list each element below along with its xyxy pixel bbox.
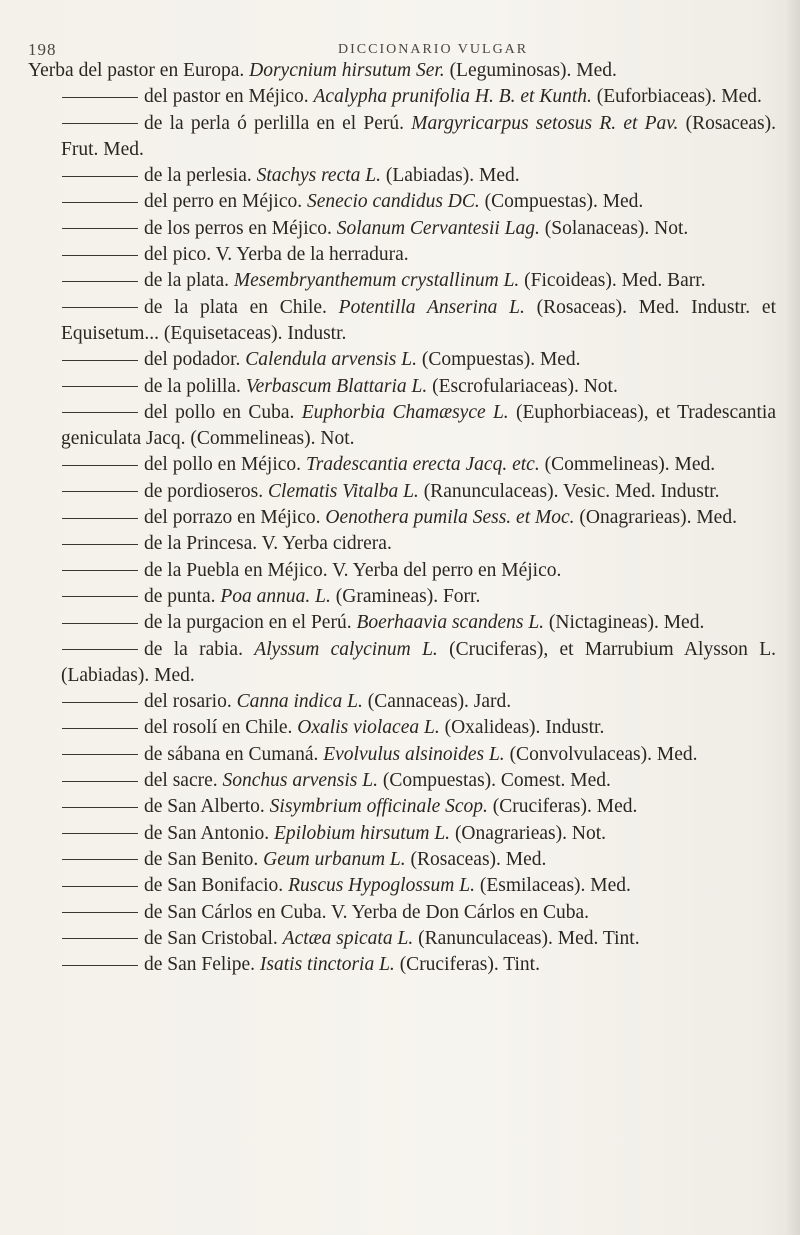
entry-species: Epilobium hirsutum L. bbox=[274, 822, 451, 844]
entry-rest: (Compuestas). Med. bbox=[421, 349, 581, 371]
entry-species: Oxalis violacea L. bbox=[297, 717, 440, 739]
repeat-dash bbox=[62, 702, 138, 704]
repeat-dash bbox=[62, 228, 138, 230]
repeat-dash bbox=[62, 491, 138, 493]
entry-species: Geum urbanum L. bbox=[263, 848, 406, 870]
entry-species: Acalypha prunifolia H. B. et Kunth. bbox=[313, 86, 592, 108]
entry-species: Margyricarpus setosus R. et Pav. bbox=[411, 112, 679, 134]
entry bbox=[28, 689, 776, 715]
entry-rest: (Rosaceas). Med. bbox=[410, 848, 547, 870]
repeat-dash bbox=[62, 938, 138, 940]
entry-species: Oenothera pumila Sess. et Moc. bbox=[325, 507, 575, 529]
entry bbox=[28, 531, 776, 557]
entry bbox=[28, 926, 776, 952]
entry-rest: (Convolvulaceas). Med. bbox=[509, 743, 698, 765]
entry-text: de la purgacion en el Perú. bbox=[144, 612, 352, 634]
entry-text: del pico. V. Yerba de la herradura. bbox=[144, 244, 409, 266]
entry-species: Verbascum Blattaria L. bbox=[245, 375, 428, 397]
entry-text: del pollo en Cuba. bbox=[144, 401, 295, 423]
entry-species: Evolvulus alsinoides L. bbox=[323, 743, 505, 765]
entry-text: de la Princesa. V. Yerba cidrera. bbox=[144, 533, 392, 555]
repeat-dash bbox=[62, 255, 138, 257]
entry-rest: (Cannaceas). Jard. bbox=[367, 691, 512, 713]
entry-text: de los perros en Méjico. bbox=[144, 217, 332, 239]
entry bbox=[28, 58, 776, 84]
entry-rest: (Esmilaceas). Med. bbox=[479, 875, 631, 897]
entry-text: de San Benito. bbox=[144, 848, 259, 870]
entry bbox=[28, 400, 776, 453]
repeat-dash bbox=[62, 596, 138, 598]
entry-text: del rosolí en Chile. bbox=[144, 717, 293, 739]
entry-text: de la Puebla en Méjico. V. Yerba del perro en Méjico. bbox=[144, 559, 562, 581]
entry bbox=[28, 242, 776, 268]
repeat-dash bbox=[62, 965, 138, 967]
entry-species: Isatis tinctoria L. bbox=[259, 954, 395, 976]
entry-head: Yerba bbox=[28, 60, 74, 81]
entry-species: Sonchus arvensis L. bbox=[222, 770, 378, 792]
repeat-dash bbox=[62, 518, 138, 520]
entry bbox=[28, 558, 776, 584]
entry bbox=[28, 715, 776, 741]
entry-text: de la rabia. bbox=[144, 638, 243, 660]
repeat-dash bbox=[62, 202, 138, 204]
entry-rest: (Ficoideas). Med. Barr. bbox=[524, 270, 706, 292]
entry-rest: (Compuestas). Med. bbox=[484, 191, 644, 213]
entry bbox=[28, 900, 776, 926]
entry-text: de San Cárlos en Cuba. V. Yerba de Don Cárlos en Cuba. bbox=[144, 901, 590, 923]
entry-rest: (Ranunculaceas). Vesic. Med. Industr. bbox=[423, 480, 720, 502]
entry-rest: (Rosaceas). Frut. Med. bbox=[61, 112, 777, 160]
entry-text: del sacre. bbox=[144, 770, 218, 792]
entry-rest: (Onagrarieas). Not. bbox=[454, 822, 606, 844]
entry bbox=[28, 847, 776, 873]
entry bbox=[28, 216, 776, 242]
entry-species: Actæa spicata L. bbox=[282, 927, 414, 949]
entry-text: del podador. bbox=[144, 349, 241, 371]
entry bbox=[28, 163, 776, 189]
repeat-dash bbox=[62, 307, 138, 309]
entry-species: Dorycnium hirsutum Ser. bbox=[249, 60, 445, 81]
entry-rest: (Commelineas). Med. bbox=[544, 454, 716, 476]
repeat-dash bbox=[62, 912, 138, 914]
entry-text: de San Cristobal. bbox=[144, 927, 278, 949]
entry-species: Tradescantia erecta Jacq. etc. bbox=[305, 454, 540, 476]
entry-species: Solanum Cervantesii Lag. bbox=[336, 217, 540, 239]
entry-species: Alyssum calycinum L. bbox=[254, 638, 438, 660]
entry bbox=[28, 952, 776, 978]
entry bbox=[28, 111, 776, 164]
entry-rest: (Leguminosas). Med. bbox=[449, 60, 617, 81]
entry-text: de San Alberto. bbox=[144, 796, 265, 818]
repeat-dash bbox=[62, 176, 138, 178]
entry bbox=[28, 295, 776, 348]
entry bbox=[28, 794, 776, 820]
entry-rest: (Euphorbiaceas), et Tradescantia geniculata Jacq. (Commelineas). Not. bbox=[61, 401, 776, 450]
entry bbox=[28, 821, 776, 847]
entry-rest: (Cruciferas), et Marrubium Alysson L. (Labiadas). Med. bbox=[61, 638, 777, 686]
entry bbox=[28, 374, 776, 400]
entry-rest: (Escrofulariaceas). Not. bbox=[432, 375, 618, 397]
repeat-dash bbox=[62, 623, 138, 625]
entry bbox=[28, 873, 776, 899]
entry-text: de pordioseros. bbox=[144, 480, 264, 502]
entry bbox=[28, 610, 776, 636]
repeat-dash bbox=[62, 360, 138, 362]
entry-rest: (Gramineas). Forr. bbox=[335, 585, 481, 607]
entry-text: del pollo en Méjico. bbox=[144, 454, 302, 476]
entry bbox=[28, 768, 776, 794]
repeat-dash bbox=[62, 807, 138, 809]
entry bbox=[28, 84, 776, 110]
repeat-dash bbox=[62, 544, 138, 546]
entry-species: Stachys recta L. bbox=[256, 165, 382, 187]
repeat-dash bbox=[62, 781, 138, 783]
entry-species: Boerhaavia scandens L. bbox=[356, 612, 545, 634]
entry-text: del porrazo en Méjico. bbox=[144, 507, 321, 529]
entry-text: de la plata. bbox=[144, 270, 229, 292]
entry-text: del pastor en Méjico. bbox=[144, 86, 309, 108]
entry bbox=[28, 584, 776, 610]
repeat-dash bbox=[62, 465, 138, 467]
entry-text: de la plata en Chile. bbox=[144, 296, 327, 318]
entry-text: de San Felipe. bbox=[144, 954, 256, 976]
entry-rest: (Labiadas). Med. bbox=[385, 165, 520, 187]
repeat-dash bbox=[62, 570, 138, 572]
repeat-dash bbox=[62, 97, 138, 99]
entry bbox=[28, 452, 776, 478]
running-title: DICCIONARIO VULGAR bbox=[338, 42, 529, 57]
entry-rest: (Rosaceas). Med. Industr. et Equisetum... (Equisetaceas). Industr. bbox=[61, 296, 776, 344]
entry-rest: (Onagrarieas). Med. bbox=[579, 507, 737, 529]
repeat-dash bbox=[62, 886, 138, 888]
entry-rest: (Ranunculaceas). Med. Tint. bbox=[418, 927, 640, 949]
entry-text: del pastor en Europa. bbox=[78, 60, 245, 81]
entry-species: Mesembryanthemum crystallinum L. bbox=[233, 270, 520, 292]
page-edge-shadow bbox=[786, 0, 800, 1235]
repeat-dash bbox=[62, 412, 138, 414]
entry-rest: (Solanaceas). Not. bbox=[544, 217, 689, 239]
repeat-dash bbox=[62, 123, 138, 125]
entry bbox=[28, 347, 776, 373]
entry-list bbox=[28, 58, 776, 978]
repeat-dash bbox=[62, 859, 138, 861]
entry-rest: (Compuestas). Comest. Med. bbox=[382, 770, 611, 792]
entry-text: de la perlesia. bbox=[144, 165, 252, 187]
entry-species: Euphorbia Chamæsyce L. bbox=[301, 401, 509, 423]
entry-species: Canna indica L. bbox=[236, 691, 363, 713]
entry bbox=[28, 637, 776, 690]
repeat-dash bbox=[62, 833, 138, 835]
entry-rest: (Oxalideas). Industr. bbox=[444, 717, 605, 739]
page-number: 198 bbox=[28, 40, 57, 59]
entry-rest: (Cruciferas). Med. bbox=[492, 796, 638, 818]
entry-text: de San Antonio. bbox=[144, 822, 270, 844]
entry-text: de San Bonifacio. bbox=[144, 875, 284, 897]
repeat-dash bbox=[62, 754, 138, 756]
entry-species: Poa annua. L. bbox=[220, 585, 331, 607]
page-header bbox=[28, 40, 778, 60]
entry-text: de sábana en Cumaná. bbox=[144, 743, 319, 765]
repeat-dash bbox=[62, 649, 138, 651]
entry-species: Potentilla Anserina L. bbox=[338, 296, 525, 318]
entry-rest: (Cruciferas). Tint. bbox=[399, 954, 540, 976]
entry bbox=[28, 189, 776, 215]
repeat-dash bbox=[62, 386, 138, 388]
entry-text: del rosario. bbox=[144, 691, 232, 713]
entry-rest: (Euforbiaceas). Med. bbox=[596, 86, 762, 108]
entry bbox=[28, 268, 776, 294]
entry bbox=[28, 742, 776, 768]
entry-text: de la polilla. bbox=[144, 375, 241, 397]
entry bbox=[28, 505, 776, 531]
repeat-dash bbox=[62, 281, 138, 283]
entry-rest: (Nictagineas). Med. bbox=[548, 612, 705, 634]
entry-text: de la perla ó perlilla en el Perú. bbox=[144, 112, 405, 134]
entry-species: Sisymbrium officinale Scop. bbox=[269, 796, 488, 818]
repeat-dash bbox=[62, 728, 138, 730]
entry-species: Calendula arvensis L. bbox=[245, 349, 417, 371]
entry-species: Ruscus Hypoglossum L. bbox=[288, 875, 475, 897]
entry-text: de punta. bbox=[144, 585, 216, 607]
entry-species: Clematis Vitalba L. bbox=[268, 480, 419, 502]
entry-species: Senecio candidus DC. bbox=[306, 191, 480, 213]
entry bbox=[28, 479, 776, 505]
entry-text: del perro en Méjico. bbox=[144, 191, 303, 213]
